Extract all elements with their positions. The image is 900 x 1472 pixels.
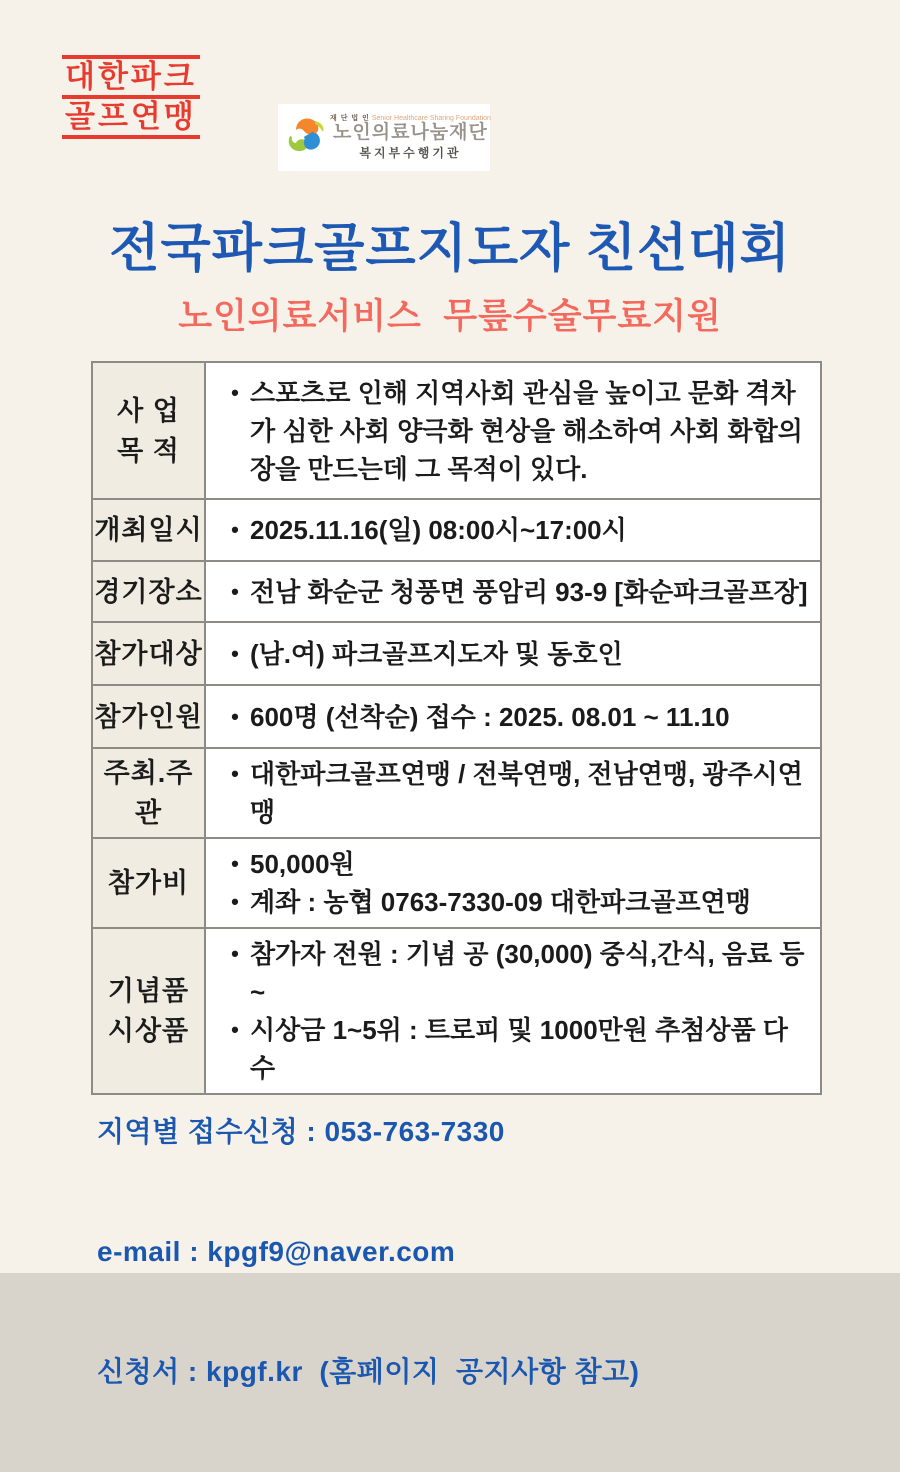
bullet-icon: •	[231, 517, 239, 542]
row-header-organizer	[92, 748, 205, 838]
row-content-text: 참가자 전원 : 기념 공 (30,000) 중식,간식, 음료 등~	[250, 939, 805, 1007]
foundation-name: 노인의료나눔재단	[333, 122, 488, 144]
row-content-eligibility	[205, 622, 821, 685]
foundation-agency-label: 복지부수행기관	[359, 146, 462, 161]
bullet-icon: •	[231, 889, 239, 914]
bullet-icon: •	[231, 941, 239, 966]
bullet-icon: •	[231, 379, 239, 405]
row-header-eligibility	[92, 622, 205, 685]
row-content-text: 2025.11.16(일) 08:00시~17:00시	[250, 515, 627, 545]
row-header-line: 사 업	[117, 395, 180, 426]
bullet-icon: •	[231, 851, 239, 876]
foundation-english-name: Senior Healthcare Sharing Foundation	[371, 114, 491, 122]
row-header-purpose	[92, 362, 205, 499]
row-header-line: 참가비	[107, 868, 190, 898]
table-row-fee	[92, 838, 821, 928]
stamp-line-2: 골프연맹	[62, 99, 200, 139]
table-row-venue	[92, 561, 821, 622]
row-header-fee	[92, 838, 205, 928]
row-content-date	[205, 499, 821, 561]
info-table	[91, 361, 822, 1095]
row-content-text: 스포츠로 인해 지역사회 관심을 높이고 문화 격차가 심한 사회 양극화 현상을 해소하여 사회 화합의 장을 만드는데 그 목적이 있다.	[250, 377, 803, 484]
row-content-text: 600명 (선착순) 접수 : 2025. 08.01 ~ 11.10	[250, 701, 730, 732]
page-subtitle: 노인의료서비스 무릎수술무료지원	[178, 297, 722, 336]
row-header-line: 목 적	[117, 435, 180, 466]
page-title: 전국파크골프지도자 친선대회	[109, 220, 791, 278]
bullet-icon: •	[231, 640, 239, 666]
row-content-text: 계좌 : 농협 0763-7330-09 대한파크골프연맹	[250, 887, 751, 917]
row-header-line: 참가대상	[94, 638, 203, 669]
row-content-text: 대한파크골프연맹 / 전북연맹, 전남연맹, 광주시연맹	[250, 759, 803, 827]
foundation-legal-type: 재 단 법 인	[330, 114, 370, 122]
contact-block	[97, 1032, 639, 1472]
bullet-icon: •	[231, 761, 239, 786]
row-header-line: 개최일시	[94, 515, 203, 545]
row-content-purpose	[205, 362, 821, 499]
row-content-text: 시상금 1~5위 : 트로피 및 1000만원 추첨상품 다수	[250, 1015, 788, 1083]
stamp-line-1: 대한파크	[62, 55, 200, 99]
row-content-capacity	[205, 685, 821, 748]
foundation-swirl-icon	[282, 110, 330, 166]
row-content-text: (남.여) 파크골프지도자 및 동호인	[250, 638, 623, 669]
row-content-venue	[205, 561, 821, 622]
contact-phone-line: 지역별 접수신청 : 053-763-7330	[97, 1116, 505, 1147]
bullet-icon: •	[231, 578, 239, 604]
row-header-line: 참가인원	[94, 701, 203, 732]
row-content-text: 전남 화순군 청풍면 풍암리 93-9 [화순파크골프장]	[250, 576, 808, 607]
table-row-capacity	[92, 685, 821, 748]
contact-email-line: e-mail : kpgf9@naver.com	[97, 1236, 456, 1267]
row-header-line: 기념품	[107, 976, 190, 1006]
row-content-organizer	[205, 748, 821, 838]
foundation-logo	[278, 104, 490, 171]
row-header-line: 주최.주관	[103, 758, 194, 828]
bullet-icon: •	[231, 1017, 239, 1042]
table-row-organizer	[92, 748, 821, 838]
foundation-text-block	[330, 115, 491, 161]
kpgf-stamp-logo	[62, 55, 200, 139]
table-row-date	[92, 499, 821, 561]
table-row-eligibility	[92, 622, 821, 685]
row-header-line: 경기장소	[94, 576, 203, 607]
bullet-icon: •	[231, 703, 239, 729]
row-header-capacity	[92, 685, 205, 748]
contact-website-line: 신청서 : kpgf.kr (홈페이지 공지사항 참고)	[97, 1356, 640, 1387]
row-content-text: 50,000원	[250, 849, 355, 879]
row-header-venue	[92, 561, 205, 622]
table-row-purpose	[92, 362, 821, 499]
row-content-fee	[205, 838, 821, 928]
row-header-line: 시상품	[107, 1016, 190, 1046]
row-header-date	[92, 499, 205, 561]
